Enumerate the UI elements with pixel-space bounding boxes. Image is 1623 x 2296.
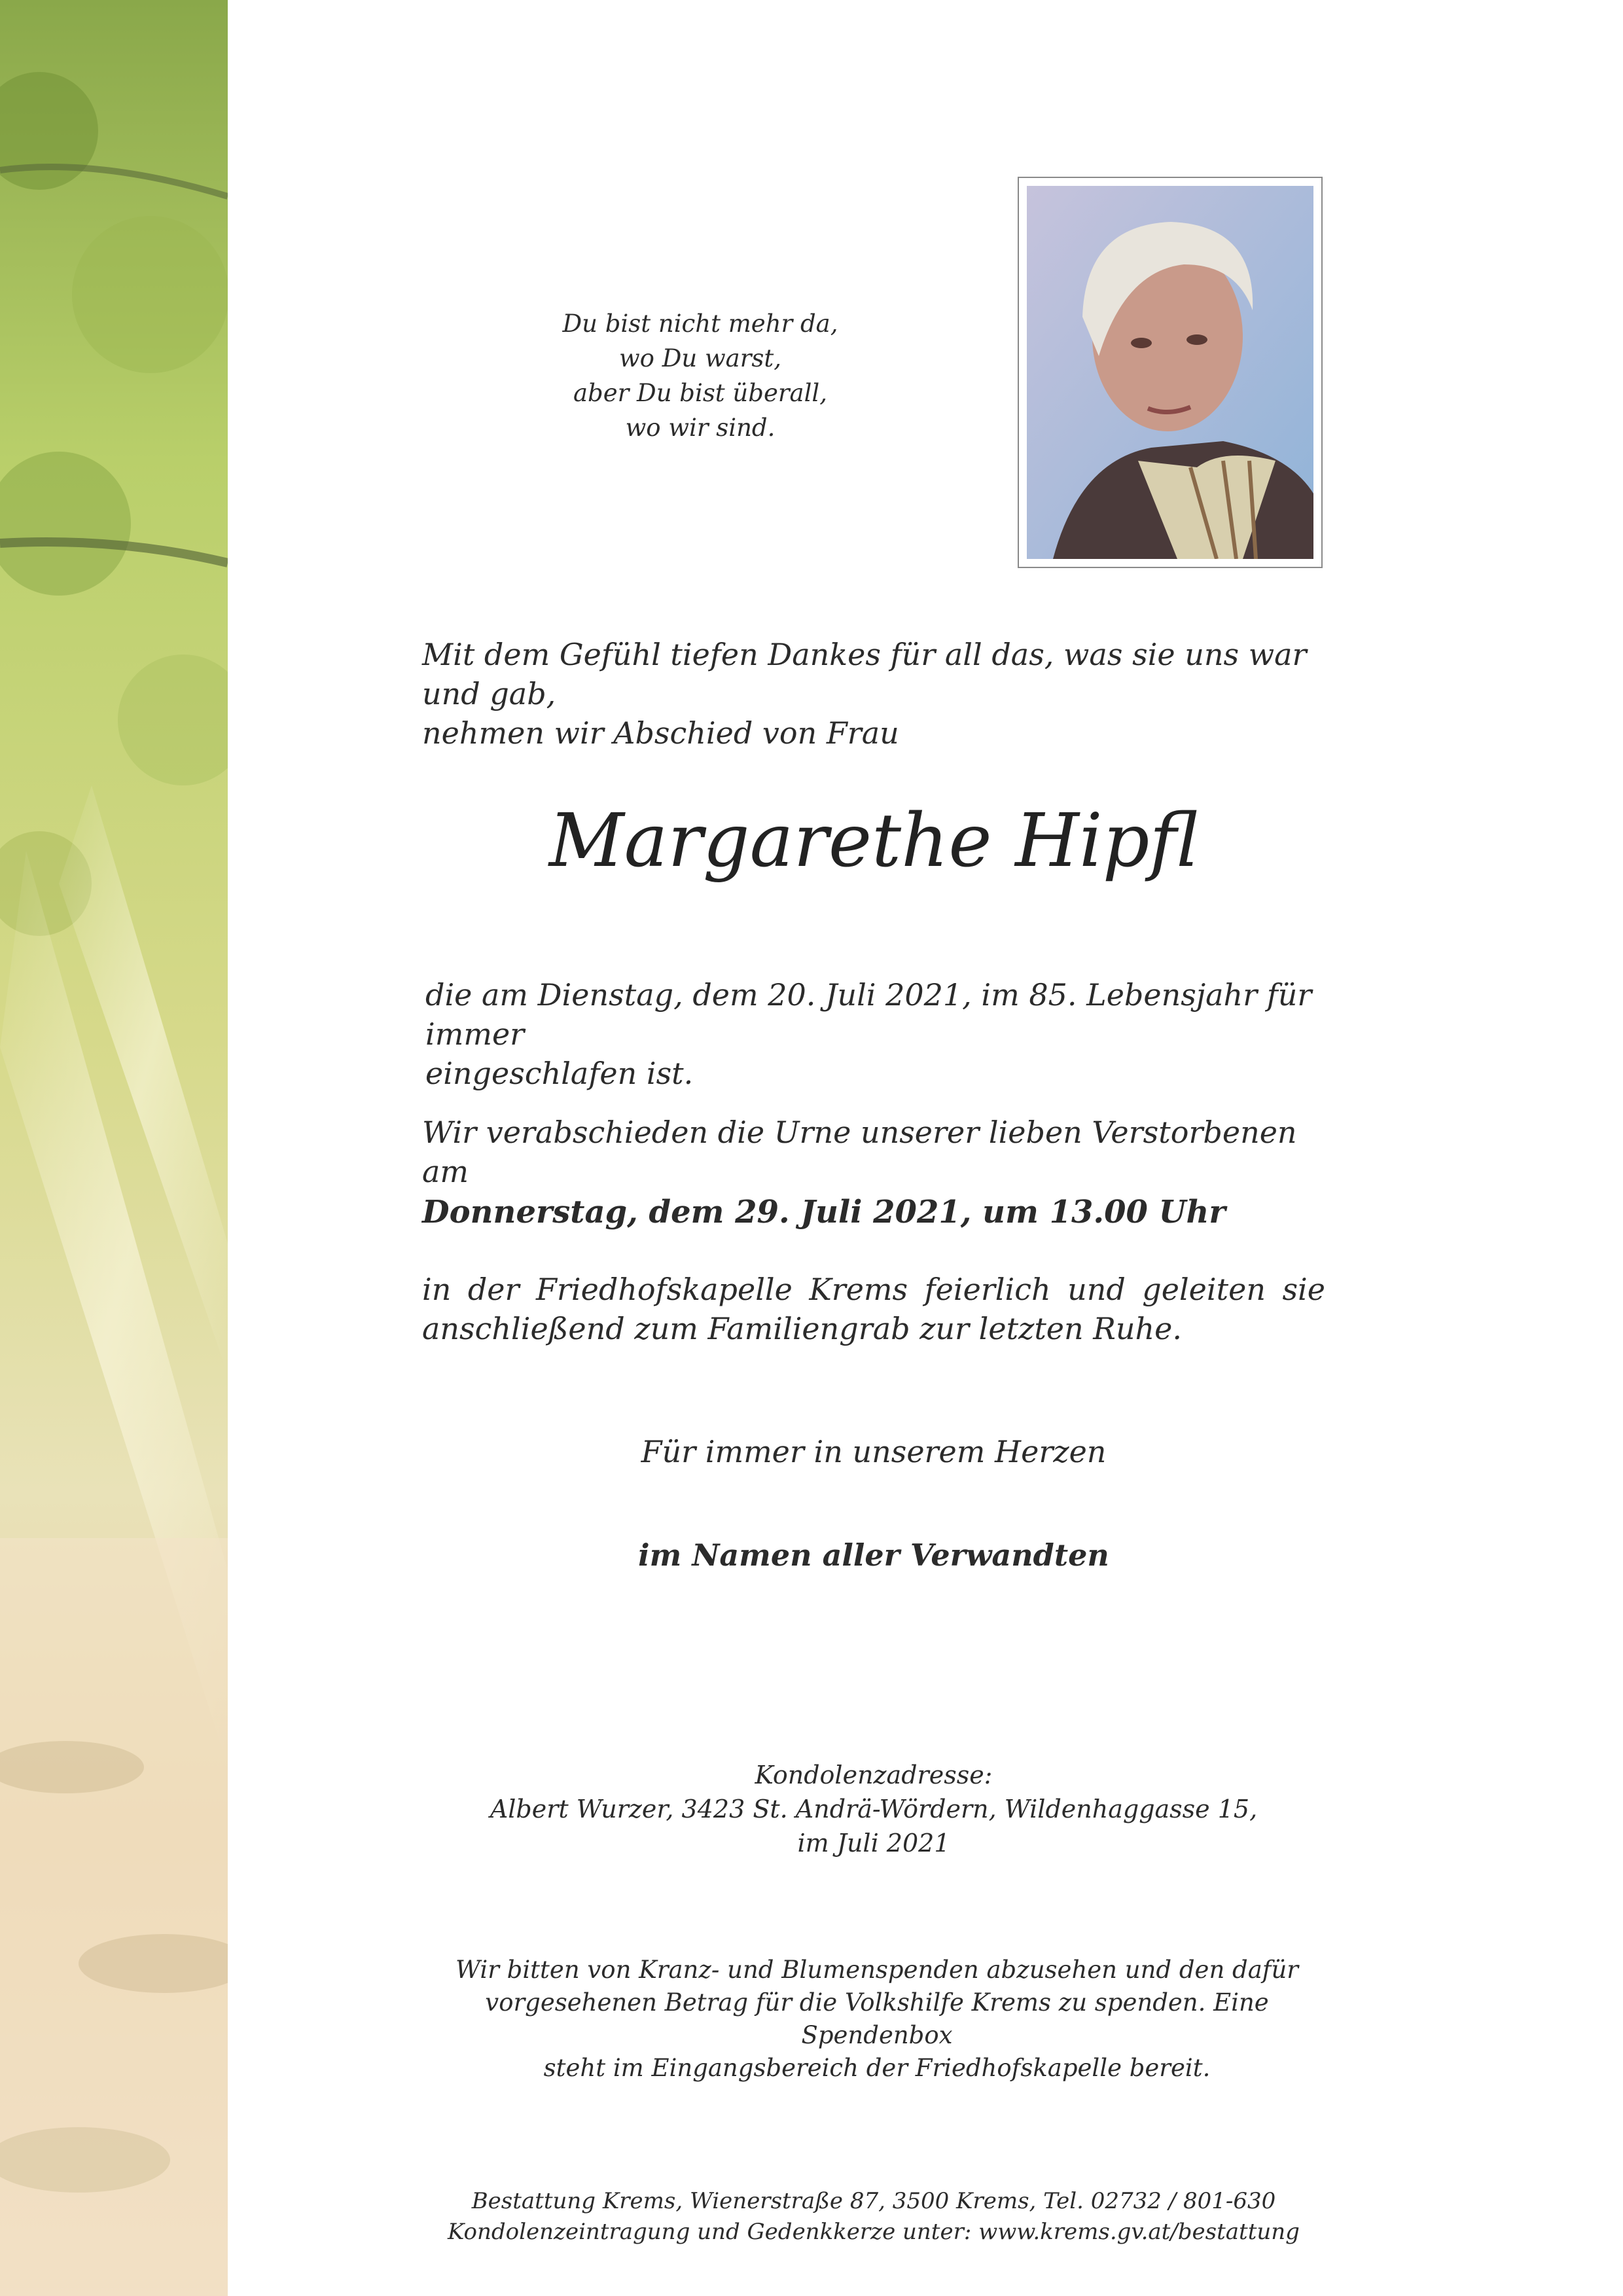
condolence-address — [419, 1758, 1329, 1860]
portrait-frame — [1018, 177, 1323, 568]
ceremony-date: Donnerstag, dem 29. Juli 2021, um 13.00 Uhr — [422, 1194, 1226, 1230]
forest-side-image — [0, 0, 228, 2296]
urn-farewell-text: Wir verabschieden die Urne unserer lieben Verstorbenen am — [422, 1115, 1297, 1189]
donation-note — [406, 1954, 1348, 2085]
deceased-name: Margarethe Hipfl — [548, 798, 1199, 884]
note-line: Wir bitten von Kranz- und Blumenspenden abzusehen und den dafür — [455, 1956, 1298, 1984]
ceremony-place: in der Friedhofskapelle Krems feierlich und geleiten sie anschließend zum Familiengrab zur letzten Ruhe. — [422, 1272, 1325, 1346]
portrait-photo — [1027, 186, 1313, 559]
note-line: steht im Eingangsbereich der Friedhofskapelle bereit. — [543, 2054, 1211, 2082]
note-line: vorgesehenen Betrag für die Volkshilfe Krems zu spenden. Eine Spendenbox — [485, 1988, 1269, 2049]
quote-line: Du bist nicht mehr da, — [562, 310, 838, 338]
condolence-line: im Juli 2021 — [797, 1829, 950, 1857]
quote-line: wo wir sind. — [625, 414, 776, 442]
death-line: eingeschlafen ist. — [425, 1056, 694, 1091]
intro-line: nehmen wir Abschied von Frau — [422, 715, 899, 751]
quote-line: wo Du warst, — [619, 344, 781, 372]
death-notice — [425, 975, 1335, 1093]
condolence-line: Kondolenzadresse: — [755, 1761, 993, 1789]
footer-line: Kondolenzeintragung und Gedenkkerze unter: www.krems.gv.at/bestattung — [448, 2219, 1300, 2245]
quote-line: aber Du bist überall, — [573, 379, 828, 407]
closing-phrase: Für immer in unserem Herzen — [641, 1434, 1107, 1469]
condolence-line: Albert Wurzer, 3423 St. Andrä-Wördern, Wildenhaggasse 15, — [490, 1795, 1258, 1823]
intro-line: Mit dem Gefühl tiefen Dankes für all das, was sie uns war und gab, — [422, 637, 1307, 711]
family-signature: im Namen aller Verwandten — [638, 1537, 1109, 1573]
footer-line: Bestattung Krems, Wienerstraße 87, 3500 Krems, Tel. 02732 / 801-630 — [471, 2188, 1276, 2214]
funeral-home-footer — [419, 2186, 1329, 2248]
intro-text — [422, 635, 1332, 753]
memorial-quote — [517, 306, 883, 445]
death-line: die am Dienstag, dem 20. Juli 2021, im 85. Lebensjahr für immer — [425, 977, 1312, 1052]
